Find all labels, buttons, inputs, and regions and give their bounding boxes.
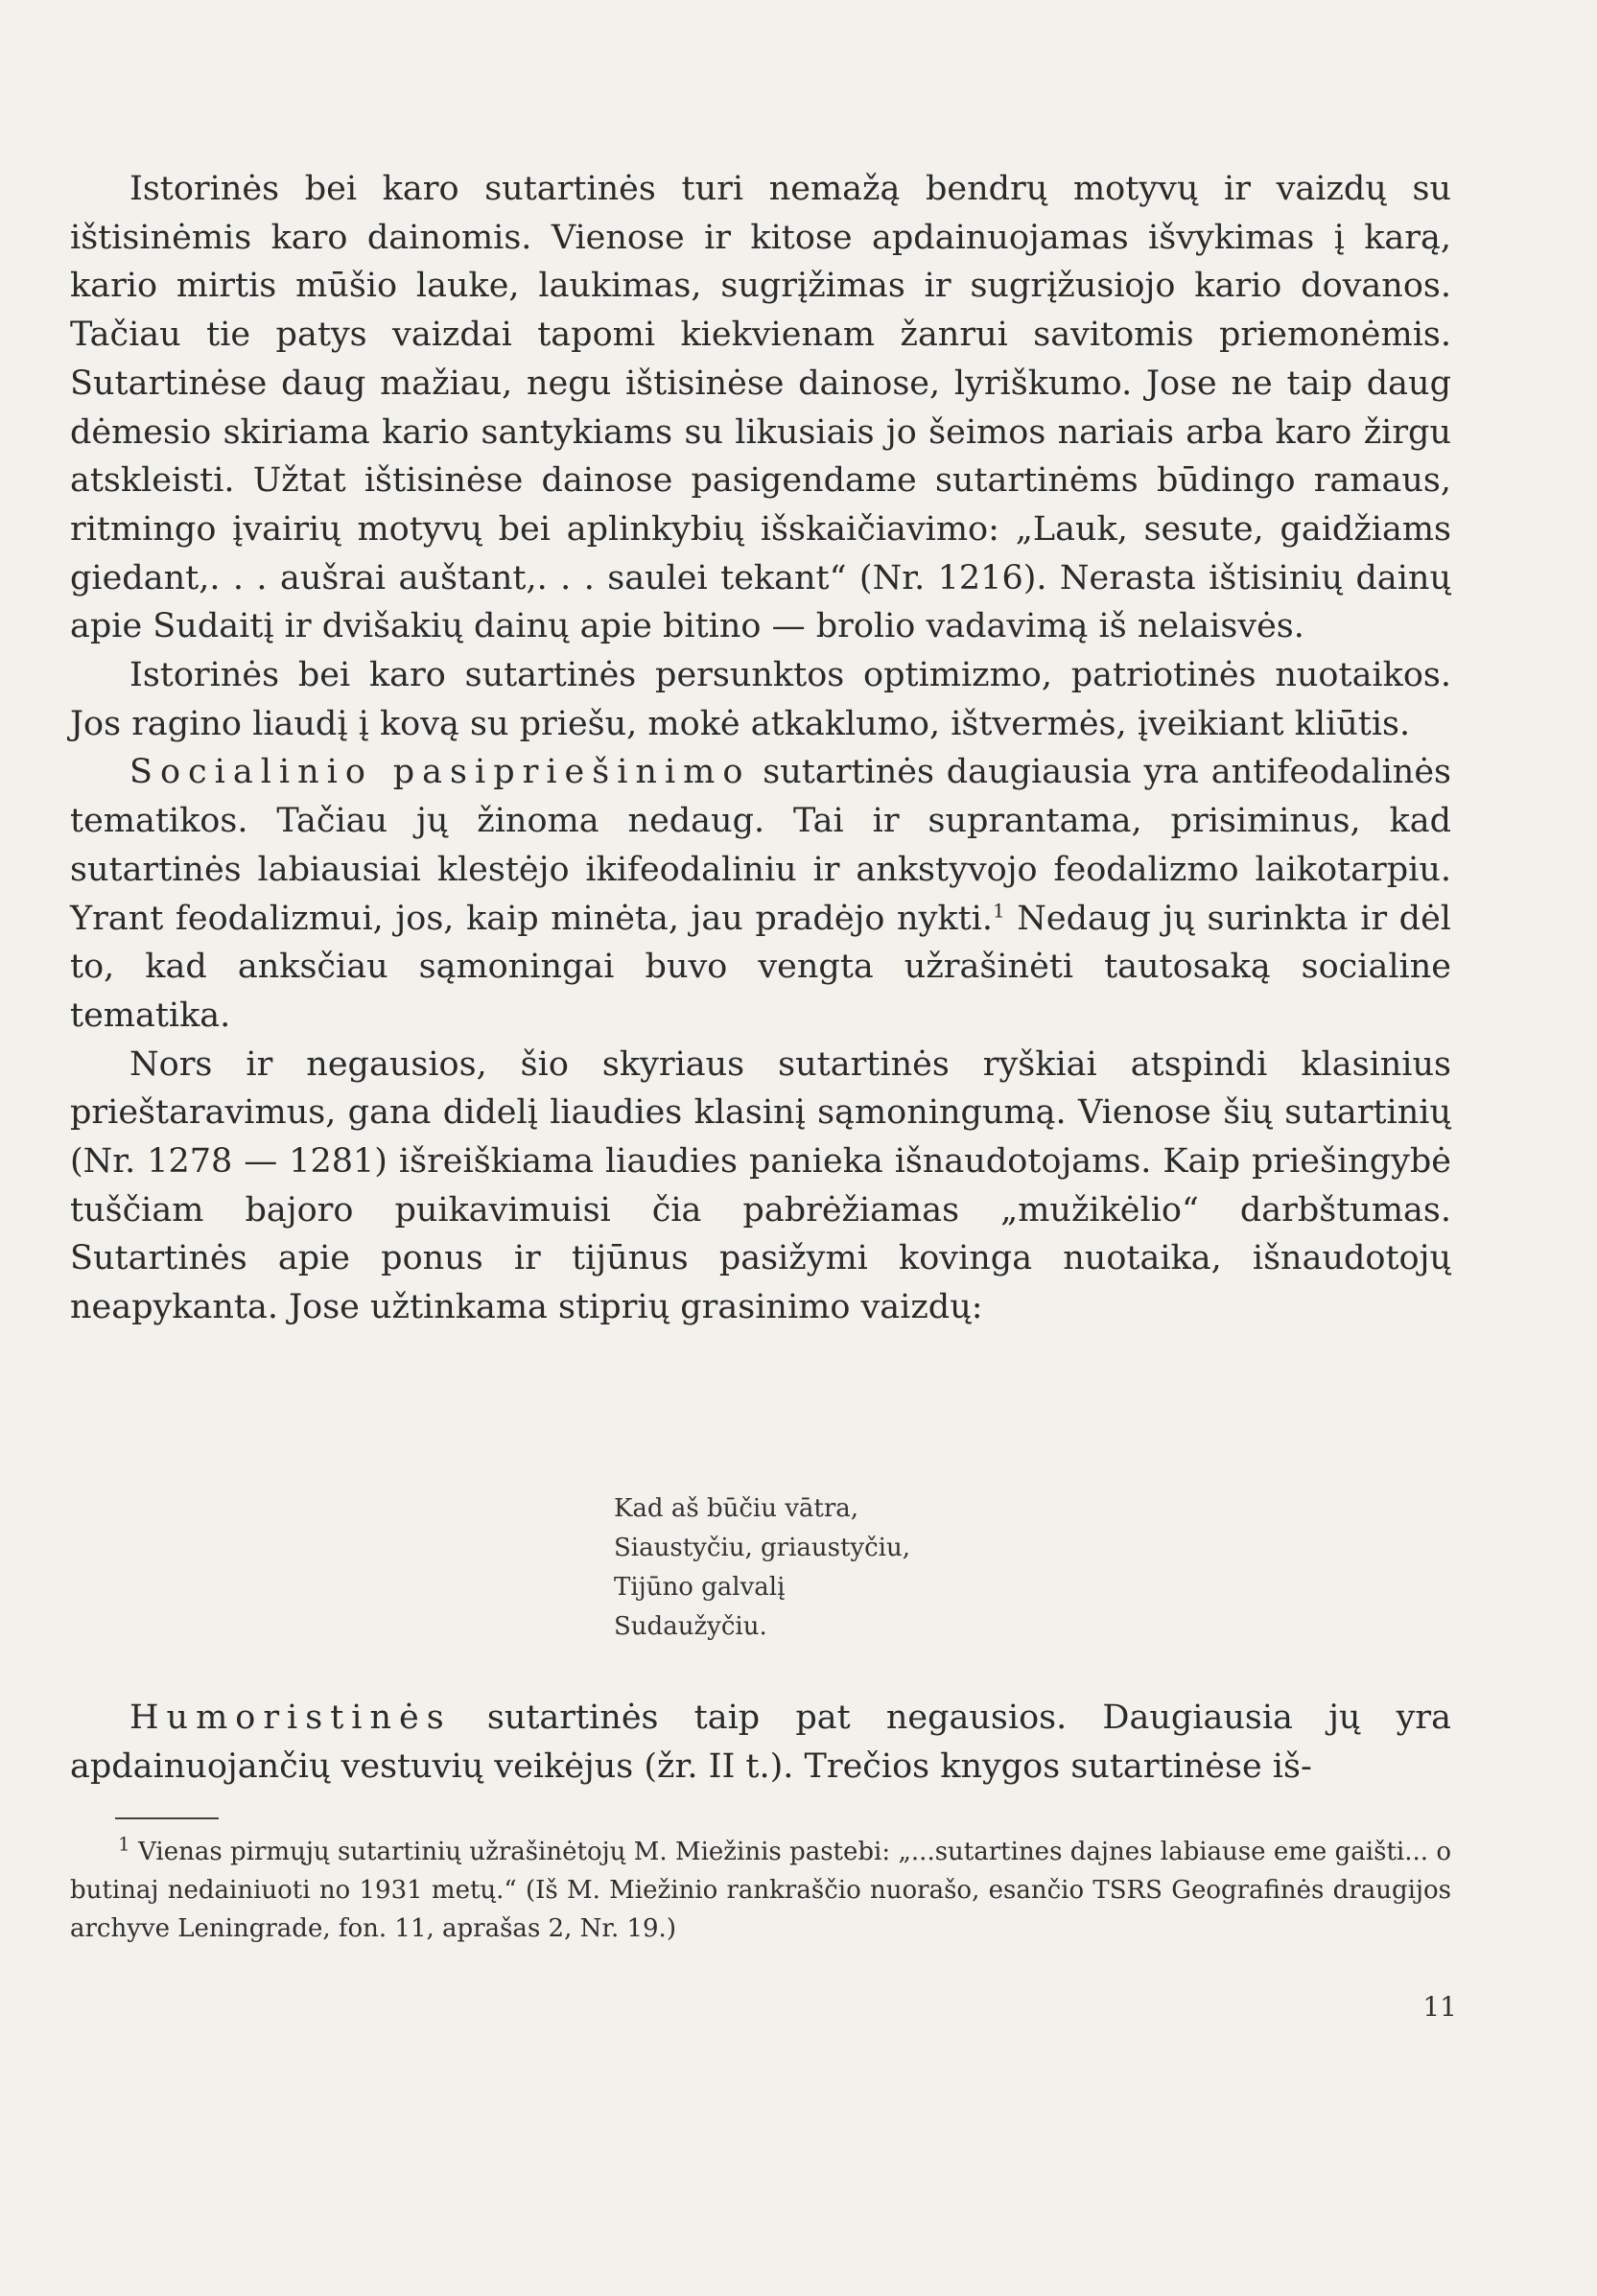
paragraph-humor: [70, 1694, 1451, 1791]
paragraph-1: Istorinės bei karo sutartinės turi nemažą bendrų motyvų ir vaizdų su ištisinėmis karo dainomis. Vienose ir kitose apdainuojamas išvykimas į karą, kario mirtis mūšio lauke, laukimas, sugrįžimas ir sugrįžusiojo kario dovanos. Tačiau tie patys vaizdai tapomi kiekvienam žanrui savitomis priemonėmis. Sutartinėse daug mažiau, negu ištisinėse dainose, lyriškumo. Jose ne taip daug dėmesio skiriama kario santykiams su likusiais jo šeimos nariais arba karo žirgu atskleisti. Užtat ištisinėse dainose pasigendame sutartinėms būdingo ramaus, ritmingo įvairių motyvų bei aplinkybių išskaičiavimo: „Lauk, sesute, gaidžiams giedant,. . . aušrai auštant,. . . saulei tekant“ (Nr. 1216). Nerasta ištisinių dainų apie Sudaitį ir dvišakių dainų apie bitino — brolio vadavimą iš nelaisvės.: [70, 170, 1451, 646]
poem-line: Kad aš būčiu vātra,: [614, 1494, 859, 1523]
paragraph-3-text: sutartinės daugiausia yra antifeodalinės tematikos. Tačiau jų žinoma nedaug. Tai ir suprantama, prisiminus, kad sutartinės labiausiai klestėjo ikifeodaliniu ir ankstyvojo feodalizmo laikotarpiu. Yrant feodalizmui, jos, kaip minėta, jau pradėjo nykti.: [70, 753, 1452, 938]
spaced-heading-humor: Humoristinės: [129, 1699, 452, 1737]
footnote-reference: 1: [992, 898, 1005, 922]
footnote-paragraph: [70, 1833, 1451, 1948]
poem-line: Tijūno galvalį: [614, 1573, 786, 1602]
after-poem-text: [70, 1694, 1451, 1791]
paragraph-3-continued: Nedaug jų surinkta ir dėl to, kad anksčiau sąmoningai buvo vengta užrašinėti tautosaką socialine tematika.: [70, 899, 1451, 1035]
poem-line: Sudaužyčiu.: [614, 1612, 767, 1641]
paragraph-4: Nors ir negausios, šio skyriaus sutartinės ryškiai atspindi klasinius prieštaravimus, gana didelį liaudies klasinį sąmoningumą. Vienose šių sutartinių (Nr. 1278 — 1281) išreiškiama liaudies panieka išnaudotojams. Kaip priešingybė tuščiam bajoro puikavimuisi čia pabrėžiamas „mužikėlio“ darbštumas. Sutartinės apie ponus ir tijūnus pasižymi kovinga nuotaika, išnaudotojų neapykanta. Jose užtinkama stiprių grasinimo vaizdų:: [70, 1044, 1451, 1327]
page-number: 11: [1422, 1991, 1457, 2023]
spaced-heading-social: Socialinio pasipriešinimo: [129, 753, 751, 792]
paragraph-humor-text: sutartinės taip pat negausios. Daugiausia jų yra apdainuojančių vestuvių veikėjus (žr. II t.). Trečios knygos sutartinėse iš-: [70, 1699, 1451, 1786]
paragraph-3: [70, 748, 1451, 1040]
poem-quote: [614, 1489, 910, 1647]
poem-line: Siaustyčiu, griaustyčiu,: [614, 1534, 911, 1562]
footnote-mark: 1: [118, 1832, 130, 1856]
footnote: [70, 1833, 1451, 1948]
footnote-divider: [115, 1817, 219, 1819]
footnote-text: Vienas pirmųjų sutartinių užrašinėtojų M. Miežinis pastebi: „...sutartines dajnes labiause eme gaišti... o butinaj nedainiuoti no 1931 metų.“ (Iš M. Miežinio rankraščio nuorašo, esančio TSRS Geografinės draugijos archyve Leningrade, fon. 11, aprašas 2, Nr. 19.): [70, 1838, 1451, 1943]
paragraph-2: Istorinės bei karo sutartinės persunktos optimizmo, patriotinės nuotaikos. Jos ragino liaudį į kovą su priešu, mokė atkaklumo, ištvermės, įveikiant kliūtis.: [70, 656, 1451, 743]
main-text: [70, 165, 1451, 1332]
